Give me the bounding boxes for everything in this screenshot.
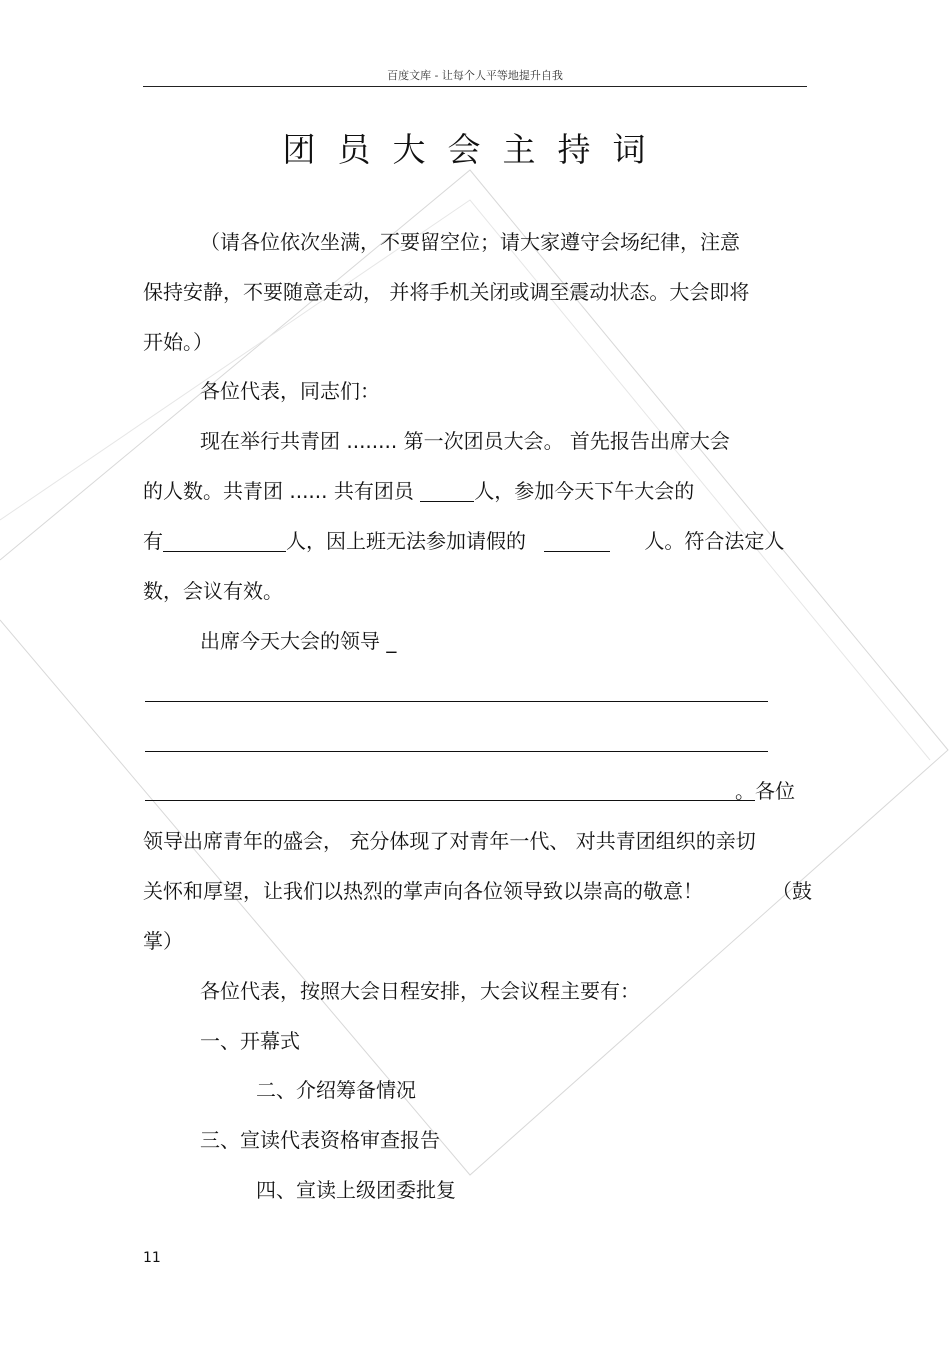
paragraph-1-line-3: 开始。） [143,330,213,354]
paragraph-5-line-3: 掌） [143,929,183,953]
agenda-item: 一、开幕式 [200,1029,300,1053]
page-header: 百度文库 - 让每个人平等地提升自我 [387,69,563,82]
paragraph-5-line-2: 关怀和厚望，让我们以热烈的掌声向各位领导致以崇高的敬意！ [143,879,703,903]
text-segment: 的人数。共青团 ...... 共有团员 [143,479,414,503]
blank-line-3 [145,800,755,801]
agenda-item: 四、宣读上级团委批复 [256,1178,456,1202]
paragraph-1-line-1: （请各位依次坐满，不要留空位；请大家遵守会场纪律，注意 [200,230,740,254]
paragraph-3-line-3 [143,528,784,554]
paragraph-3-line-2 [143,478,694,504]
greeting: 各位代表，同志们： [200,379,380,403]
blank-member-count [420,481,474,502]
blank-line-2 [145,751,768,752]
blank-line-1 [145,701,768,702]
paragraph-5-line-2-end: （鼓 [772,879,812,903]
agenda-intro: 各位代表，按照大会日程安排，大会议程主要有： [200,979,640,1003]
document-title: 团员大会主持词 [282,130,668,169]
header-divider [143,86,807,87]
paragraph-4-end: 。各位 [735,779,795,803]
agenda-item: 三、宣读代表资格审查报告 [200,1128,440,1152]
page-number: 11 [143,1250,161,1266]
blank-leave-count [544,531,610,552]
paragraph-3-line-4: 数，会议有效。 [143,579,283,603]
leaders-present-label: 出席今天大会的领导 _ [200,629,397,653]
text-segment: 人。符合法定人 [644,529,785,553]
text-segment: 人，因上班无法参加请假的 [286,529,526,553]
blank-attendee-count [163,531,286,552]
text-segment: 人，参加今天下午大会的 [474,479,695,503]
paragraph-5-line-1: 领导出席青年的盛会， 充分体现了对青年一代、 对共青团组织的亲切 [143,829,756,853]
paragraph-3-line-1: 现在举行共青团 ........ 第一次团员大会。 首先报告出席大会 [200,429,730,453]
agenda-item: 二、介绍筹备情况 [256,1078,416,1102]
text-segment: 有 [143,529,163,553]
paragraph-1-line-2: 保持安静，不要随意走动， 并将手机关闭或调至震动状态。大会即将 [143,280,750,304]
